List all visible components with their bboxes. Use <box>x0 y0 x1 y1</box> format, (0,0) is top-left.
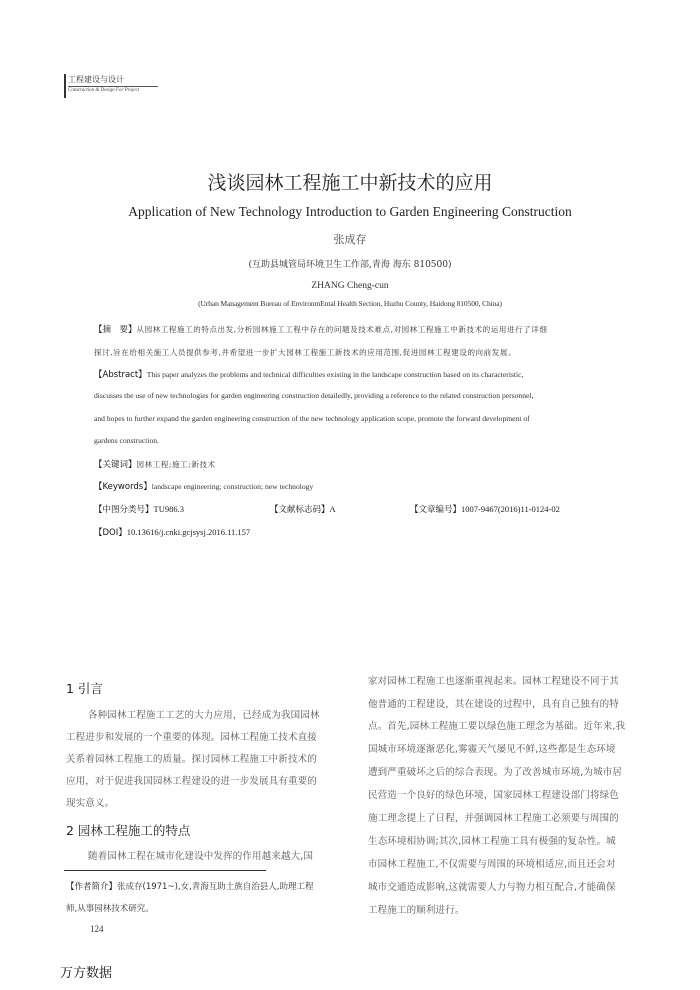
article-title-en: Application of New Technology Introduction to Garden Engineering Construction <box>128 204 572 219</box>
body-paragraph-line: 城市交通造成影响,这就需要人力与物力相互配合,才能确保 <box>368 882 616 893</box>
body-paragraph-line: 现实意义。 <box>66 798 115 809</box>
keywords-cn: 【关键词】园林工程;施工;新技术 <box>94 460 216 470</box>
body-paragraph-line: 各种园林工程施工工艺的大力应用，已经成为我国园林 <box>88 710 320 721</box>
abstract-cn-line: 【摘 要】从园林工程施工的特点出发,分析园林施工工程中存在的问题及技术难点,对园林工程施工中新技术的运用进行了详细 <box>94 325 548 335</box>
keywords-cn-label: 【关键词】 <box>94 460 137 470</box>
section-heading-features: 2 园林工程施工的特点 <box>66 823 191 838</box>
body-paragraph-line: 遭到严重破坏之后的综合表现。为了改善城市环境,为城市居 <box>368 767 623 778</box>
keywords-en: 【Keywords】landscape engineering; construction; new technology <box>94 482 314 492</box>
body-paragraph-line: 随着园林工程在城市化建设中发挥的作用越来越大,国 <box>88 851 314 862</box>
body-paragraph-line: 应用，对于促进我国园林工程建设的进一步发展具有重要的 <box>66 776 317 787</box>
body-paragraph-line: 关系着园林工程施工的质量。探讨园林工程施工中新技术的 <box>66 754 317 765</box>
abstract-cn-label: 【摘 要】 <box>94 325 137 335</box>
body-paragraph-line: 市园林工程施工,不仅需要与周围的环境相适应,而且还会对 <box>368 859 616 870</box>
body-paragraph-line: 点。首先,园林工程施工要以绿色施工理念为基础。近年来,我 <box>368 721 626 732</box>
abstract-cn-line: 探讨,旨在给相关施工人员提供参考,并希望进一步扩大园林工程施工新技术的应用范围,促进园林工程建设的向前发展。 <box>94 348 517 357</box>
watermark-text: 万方数据 <box>60 966 113 981</box>
body-paragraph-line: 生态环境相协调;其次,园林工程施工具有极强的复杂性。城 <box>368 836 616 847</box>
body-paragraph-line: 施工理念提上了日程，并强调园林工程施工必须要与周围的 <box>368 813 619 824</box>
abstract-en-line: gardens construction. <box>94 436 159 445</box>
author-name-en: ZHANG Cheng-cun <box>311 281 389 291</box>
header-rule-vertical <box>64 74 66 98</box>
abstract-en-label: 【Abstract】 <box>94 370 147 380</box>
body-paragraph-line: 国城市环境逐渐恶化,雾霾天气屡见不鲜,这些都是生态环境 <box>368 744 616 755</box>
clc-number: 【中图分类号】TU986.3 <box>94 504 184 515</box>
doi: 【DOI】10.13616/j.cnki.gcjsysj.2016.11.157 <box>94 527 251 538</box>
journal-section-title: 工程建设与设计 <box>68 74 158 87</box>
journal-section-subtitle: Construction & Design For Project <box>68 88 140 93</box>
abstract-en-line: discusses the use of new technologies for garden engineering construction detailedly, providing a reference to the related construction personnel, <box>94 391 534 400</box>
affiliation-cn: (互助县城管局环境卫生工作部,青海 海东 810500) <box>248 260 452 270</box>
article-title-cn: 浅谈园林工程施工中新技术的应用 <box>207 172 493 194</box>
affiliation-en: (Urban Management Bureau of EnvironmEntal Health Section, Huzhu County, Haidong 810500, China) <box>198 299 502 308</box>
abstract-en-line: 【Abstract】This paper analyzes the problems and technical difficulties existing in the landscape construction based on its characteristic, <box>94 370 524 380</box>
body-paragraph-line: 他普通的工程建设，其在建设的过程中，具有自己独有的特 <box>368 699 619 710</box>
body-paragraph-line: 工程进步和发展的一个重要的体现。园林工程施工技术直接 <box>66 732 317 743</box>
article-number: 【文章编号】1007-9467(2016)11-0124-02 <box>410 504 560 515</box>
author-bio: 【作者简介】张成存(1971~),女,青海互助土族自治县人,助理工程 <box>66 882 314 892</box>
author-bio-line: 师,从事园林技术研究。 <box>66 904 154 914</box>
body-paragraph-line: 工程施工的顺利进行。 <box>368 905 465 916</box>
author-name-cn: 张成存 <box>333 233 367 246</box>
section-heading-intro: 1 引言 <box>66 681 103 696</box>
keywords-en-label: 【Keywords】 <box>94 482 152 492</box>
footnote-rule <box>64 870 266 871</box>
author-bio-label: 【作者简介】 <box>66 882 118 892</box>
body-paragraph-line: 民营造一个良好的绿色环境，国家园林工程建设部门将绿色 <box>368 790 619 801</box>
running-header <box>68 74 158 93</box>
document-code: 【文献标志码】A <box>270 504 336 515</box>
body-paragraph-line: 家对园林工程施工也逐渐重视起来。园林工程建设不同于其 <box>368 676 619 687</box>
page-number: 124 <box>90 924 104 934</box>
abstract-en-line: and hopes to further expand the garden engineering construction of the new technology application scope, promote the forward development of <box>94 414 530 423</box>
